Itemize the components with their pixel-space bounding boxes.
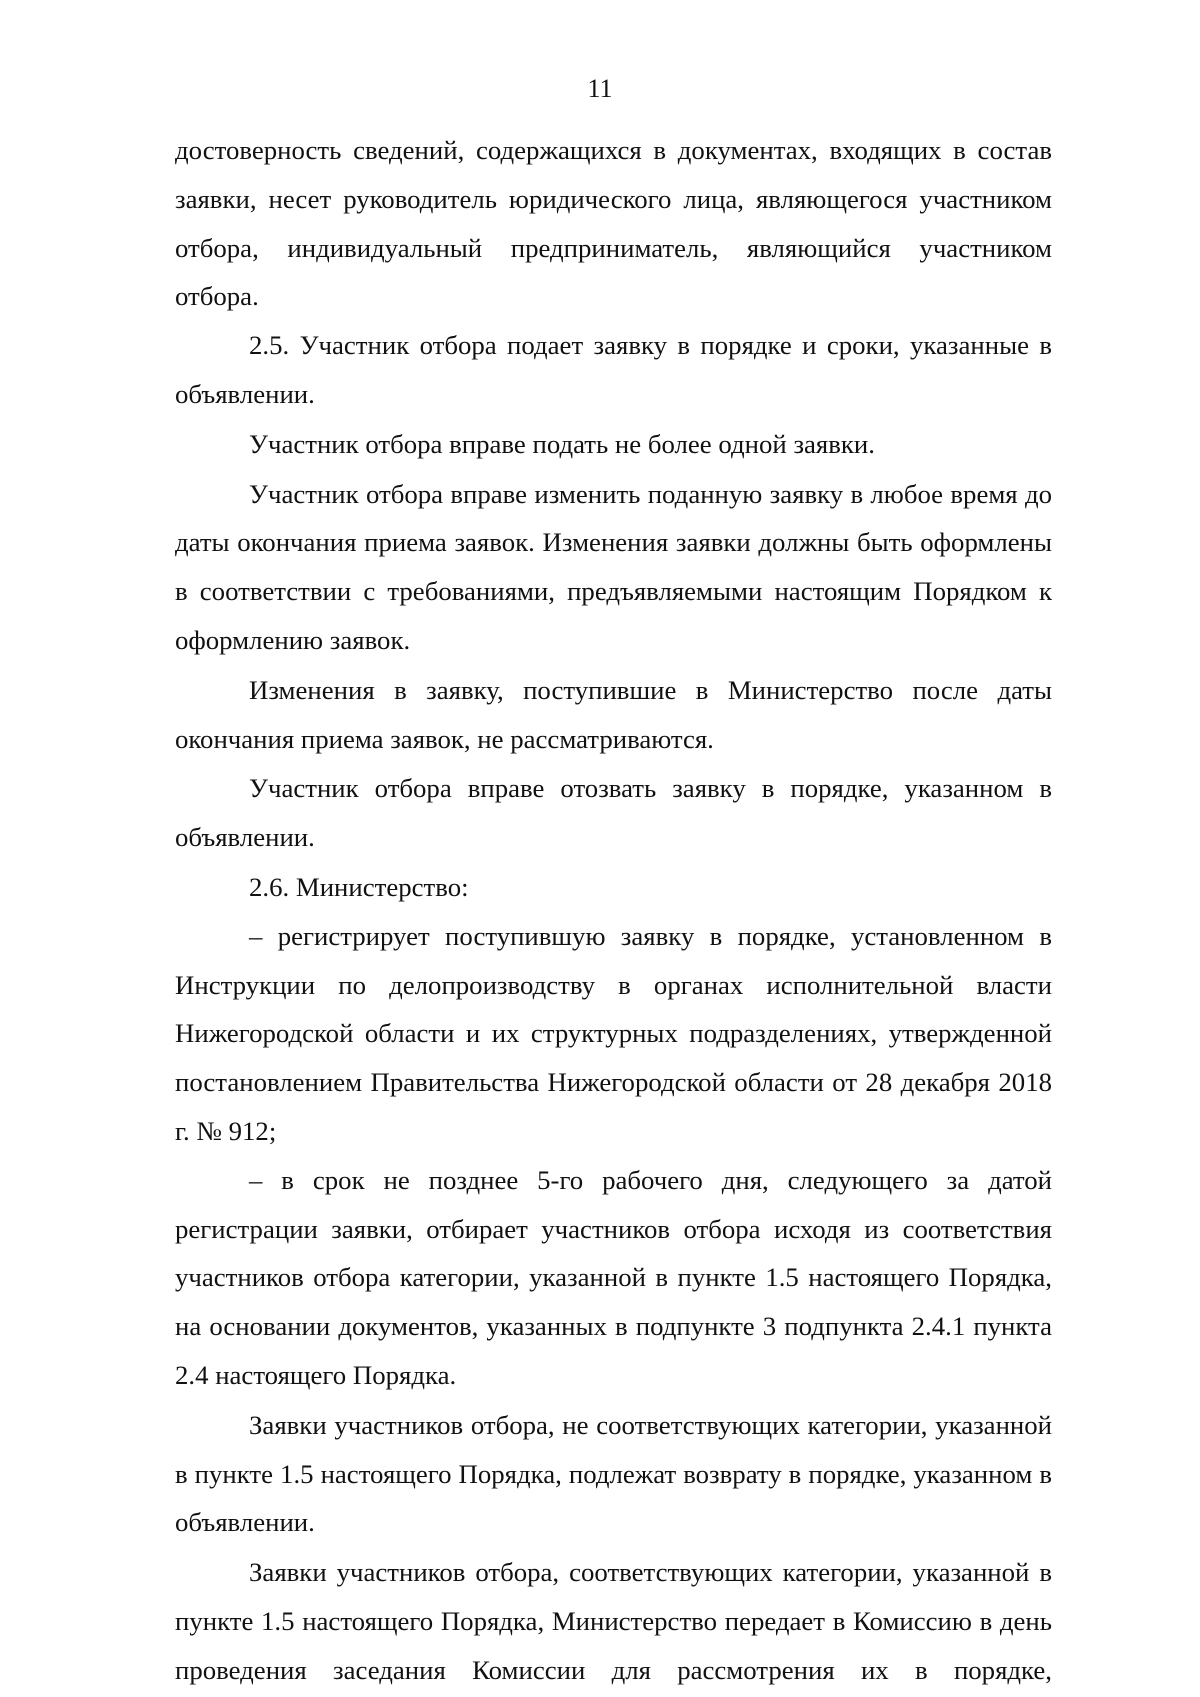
paragraph-change-application: Участник отбора вправе изменить поданную заявку в любое время до даты окончания приема заявок. Изменения заявки должны быть оформлены в соответствии с требованиями, предъявляемыми настоящим Порядком к оформлению заявок. — [175, 478, 1052, 655]
page-number: 11 — [587, 74, 613, 103]
list-item-selects: – в срок не позднее 5-го рабочего дня, следующего за датой регистрации заявки, отбирает участников отбора исходя из соответствия участников отбора категории, указанной в пункте 1.5 настоящего Порядка, на основании документов, указанных в подпункте 3 подпункта 2.4.1 пункта 2.4 настоящего Порядка. — [175, 1164, 1052, 1390]
paragraph-single-application: Участник отбора вправе подать не более одной заявки. — [249, 428, 875, 459]
paragraph-nonmatching-applications: Заявки участников отбора, не соответствующих категории, указанной в пункте 1.5 настоящего Порядка, подлежат возврату в порядке, указанном в объявлении. — [175, 1409, 1052, 1538]
paragraph-late-changes: Изменения в заявку, поступившие в Министерство после даты окончания приема заявок, не рассматриваются. — [175, 674, 1052, 754]
paragraph-continuation: достоверность сведений, содержащихся в документах, входящих в состав заявки, несет руководитель юридического лица, являющегося участником отбора, индивидуальный предприниматель, являющийся участником отбора. — [175, 135, 1052, 312]
paragraph-matching-applications: Заявки участников отбора, соответствующих категории, указанной в пункте 1.5 настоящего Порядка, Министерство передает в Комиссию в день проведения заседания Комиссии для рассмотрения их в порядке, — [175, 1557, 1052, 1685]
document-body — [175, 126, 1052, 1695]
paragraph-withdraw-application: Участник отбора вправе отозвать заявку в порядке, указанном в объявлении. — [175, 773, 1052, 853]
paragraph-2-6-heading: 2.6. Министерство: — [249, 871, 469, 902]
paragraph-2-5: 2.5. Участник отбора подает заявку в порядке и сроки, указанные в объявлении. — [175, 330, 1052, 409]
list-item-registers: – регистрирует поступившую заявку в порядке, установленном в Инструкции по делопроизводству в органах исполнительной власти Нижегородской области и их структурных подразделениях, утвержденной постановлением Правительства Нижегородской области от 28 декабря 2018 г. № 912; — [175, 920, 1052, 1146]
